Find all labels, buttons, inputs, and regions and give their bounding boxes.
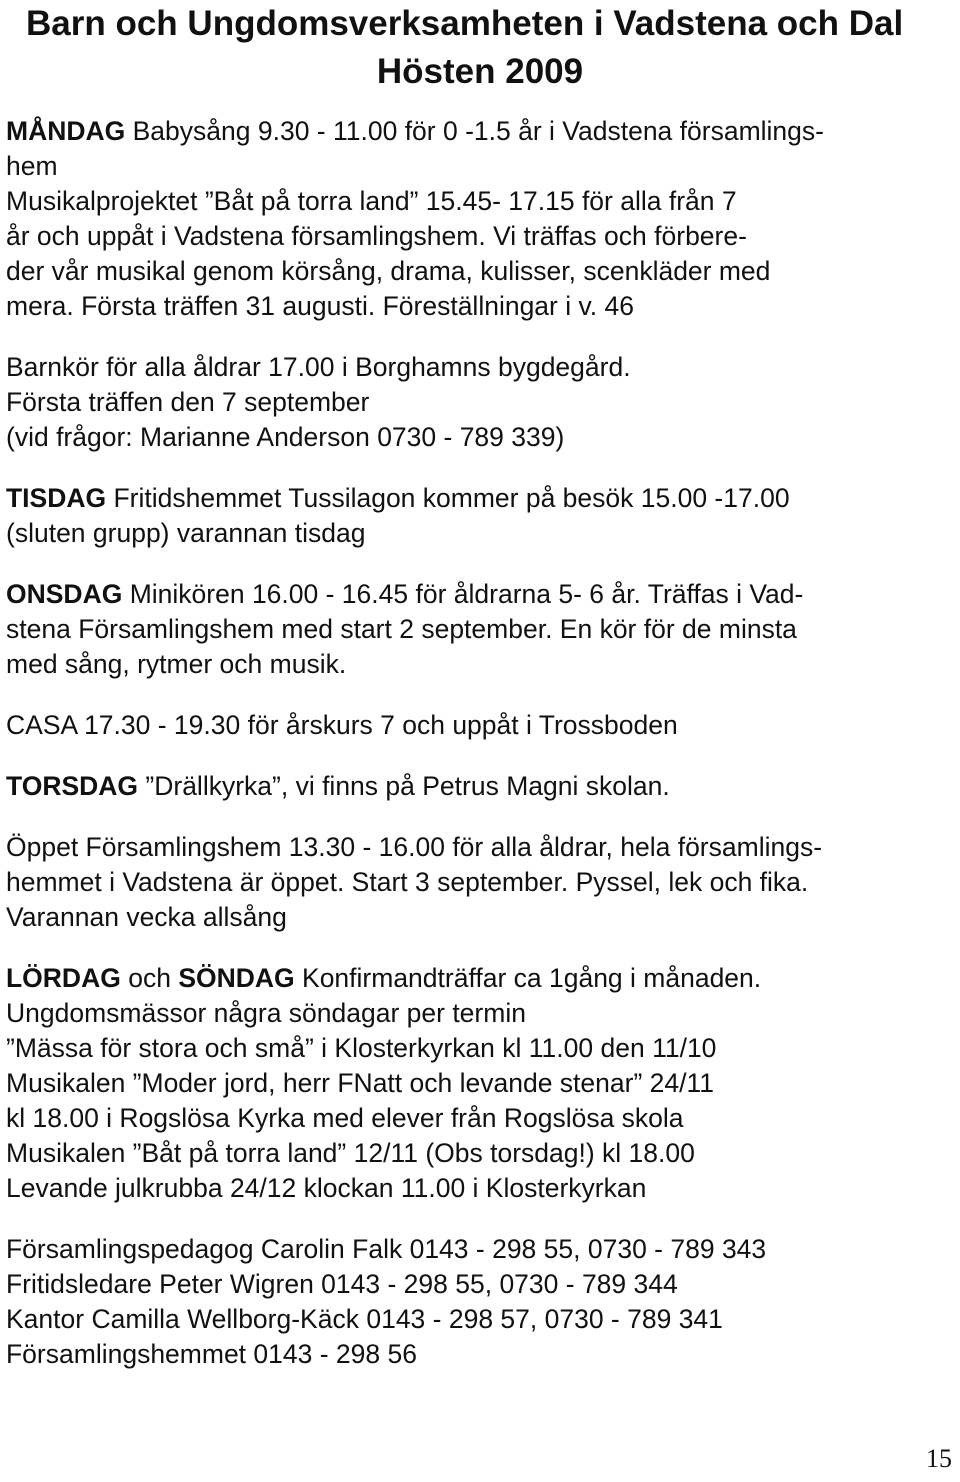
contact-line: Kantor Camilla Wellborg-Käck 0143 - 298 57, 0730 - 789 341 xyxy=(6,1304,723,1334)
schedule-body xyxy=(6,114,956,1372)
text-line: CASA 17.30 - 19.30 för årskurs 7 och uppåt i Trossboden xyxy=(6,710,678,740)
text-line: Ungdomsmässor några söndagar per termin xyxy=(6,998,526,1028)
text-line: Fritidshemmet Tussilagon kommer på besök 15.00 -17.00 xyxy=(113,483,790,513)
text-line: stena Församlingshem med start 2 september. En kör för de minsta xyxy=(6,614,797,644)
day-heading-saturday: LÖRDAG xyxy=(6,963,121,993)
text-line: hem xyxy=(6,151,58,181)
thursday-line xyxy=(6,769,956,804)
tuesday-line xyxy=(6,481,956,516)
text-line: der vår musikal genom körsång, drama, kulisser, scenkläder med xyxy=(6,256,771,286)
page-title: Barn och Ungdomsverksamheten i Vadstena och Dal xyxy=(26,4,904,43)
text-line: Första träffen den 7 september xyxy=(6,387,370,417)
text-line: ”Drällkyrka”, vi finns på Petrus Magni skolan. xyxy=(145,771,670,801)
text-line: Varannan vecka allsång xyxy=(6,902,287,932)
text-line: Levande julkrubba 24/12 klockan 11.00 i Klosterkyrkan xyxy=(6,1173,647,1203)
text-line: Konfirmandträffar ca 1gång i månaden. xyxy=(302,963,762,993)
day-heading-monday: MÅNDAG xyxy=(6,116,126,146)
day-heading-thursday: TORSDAG xyxy=(6,771,139,801)
wednesday-line xyxy=(6,577,956,612)
day-heading-sunday: SÖNDAG xyxy=(178,963,295,993)
text-line: Barnkör för alla åldrar 17.00 i Borghamns bygdegård. xyxy=(6,352,631,382)
text-line: (vid frågor: Marianne Anderson 0730 - 789 339) xyxy=(6,422,565,452)
page-number: 15 xyxy=(926,1444,952,1473)
text-line: Musikalen ”Båt på torra land” 12/11 (Obs torsdag!) kl 18.00 xyxy=(6,1138,695,1168)
text-line: Babysång 9.30 - 11.00 för 0 -1.5 år i Vadstena församlings- xyxy=(132,116,824,146)
text-line: hemmet i Vadstena är öppet. Start 3 september. Pyssel, lek och fika. xyxy=(6,867,809,897)
conjunction: och xyxy=(128,963,171,993)
text-line: mera. Första träffen 31 augusti. Föreställningar i v. 46 xyxy=(6,291,634,321)
text-line: ”Mässa för stora och små” i Klosterkyrkan kl 11.00 den 11/10 xyxy=(6,1033,717,1063)
text-line: (sluten grupp) varannan tisdag xyxy=(6,518,366,548)
text-line: Musikalprojektet ”Båt på torra land” 15.45- 17.15 för alla från 7 xyxy=(6,186,737,216)
monday-line xyxy=(6,114,956,149)
day-heading-tuesday: TISDAG xyxy=(6,483,107,513)
weekend-line xyxy=(6,961,956,996)
text-line: år och uppåt i Vadstena församlingshem. Vi träffas och förbere- xyxy=(6,221,747,251)
contact-line: Församlingshemmet 0143 - 298 56 xyxy=(6,1339,417,1369)
contact-line: Fritidsledare Peter Wigren 0143 - 298 55, 0730 - 789 344 xyxy=(6,1269,678,1299)
text-line: Öppet Församlingshem 13.30 - 16.00 för alla åldrar, hela församlings- xyxy=(6,832,823,862)
text-line: med sång, rytmer och musik. xyxy=(6,649,347,679)
page-subtitle: Hösten 2009 xyxy=(376,52,584,91)
text-line: kl 18.00 i Rogslösa Kyrka med elever från Rogslösa skola xyxy=(6,1103,684,1133)
day-heading-wednesday: ONSDAG xyxy=(6,579,123,609)
contact-line: Församlingspedagog Carolin Falk 0143 - 298 55, 0730 - 789 343 xyxy=(6,1234,767,1264)
text-line: Musikalen ”Moder jord, herr FNatt och levande stenar” 24/11 xyxy=(6,1068,714,1098)
text-line: Minikören 16.00 - 16.45 för åldrarna 5- 6 år. Träffas i Vad- xyxy=(129,579,804,609)
